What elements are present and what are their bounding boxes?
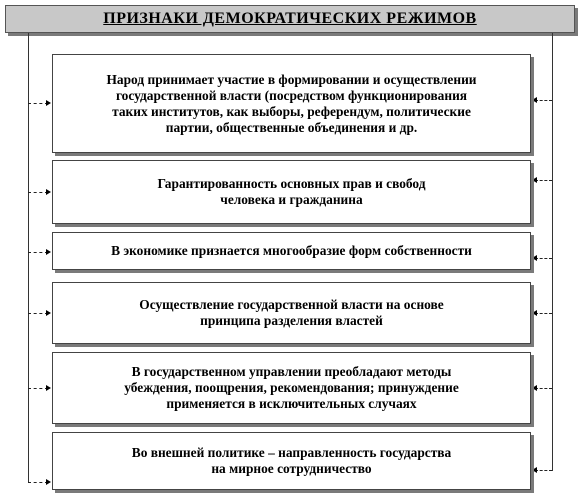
feature-box-popular-participation — [52, 54, 531, 153]
feature-box-foreign-policy — [52, 432, 531, 490]
arrow-right-icon — [46, 189, 51, 195]
feature-text: Народ принимает участие в формировании и осуществлении государственной власти (посредством функционирования таких институтов, как выборы, референдум, политические партии, общественные объединения и др. — [106, 71, 477, 135]
arrow-right-icon — [46, 479, 51, 485]
arrow-left-icon — [532, 385, 537, 391]
left-connector — [28, 192, 48, 193]
arrow-right-icon — [46, 310, 51, 316]
arrow-left-icon — [532, 467, 537, 473]
arrow-right-icon — [46, 385, 51, 391]
right-connector — [535, 180, 552, 181]
right-connector — [535, 388, 552, 389]
diagram-title — [5, 5, 575, 33]
feature-box-separation-of-powers — [52, 282, 531, 344]
arrow-left-icon — [532, 310, 537, 316]
feature-box-property-forms — [52, 232, 531, 270]
left-connector — [28, 252, 48, 253]
arrow-left-icon — [532, 177, 537, 183]
feature-box-rights-guarantee — [52, 160, 531, 224]
right-connector — [535, 470, 552, 471]
right-connector-rail — [552, 33, 553, 471]
left-connector — [28, 482, 48, 483]
left-connector-rail — [28, 33, 29, 482]
left-connector — [28, 103, 48, 104]
arrow-right-icon — [46, 249, 51, 255]
right-connector — [535, 100, 552, 101]
feature-box-governance-methods — [52, 352, 531, 424]
diagram-title-text: ПРИЗНАКИ ДЕМОКРАТИЧЕСКИХ РЕЖИМОВ — [103, 10, 477, 27]
arrow-left-icon — [532, 97, 537, 103]
arrow-left-icon — [532, 255, 537, 261]
feature-text: В экономике признается многообразие форм собственности — [111, 243, 472, 258]
left-connector — [28, 313, 48, 314]
right-connector — [535, 313, 552, 314]
feature-text: Во внешней политике – направленность государства на мирное сотрудничество — [131, 445, 452, 476]
feature-text: Осуществление государственной власти на основе принципа разделения властей — [139, 297, 444, 328]
left-connector — [28, 388, 48, 389]
feature-text: Гарантированность основных прав и свобод человека и гражданина — [157, 176, 426, 207]
arrow-right-icon — [46, 100, 51, 106]
right-connector — [535, 258, 552, 259]
feature-text: В государственном управлении преобладают методы убеждения, поощрения, рекомендования; принуждение применяется в исключительных случаях — [124, 364, 459, 411]
